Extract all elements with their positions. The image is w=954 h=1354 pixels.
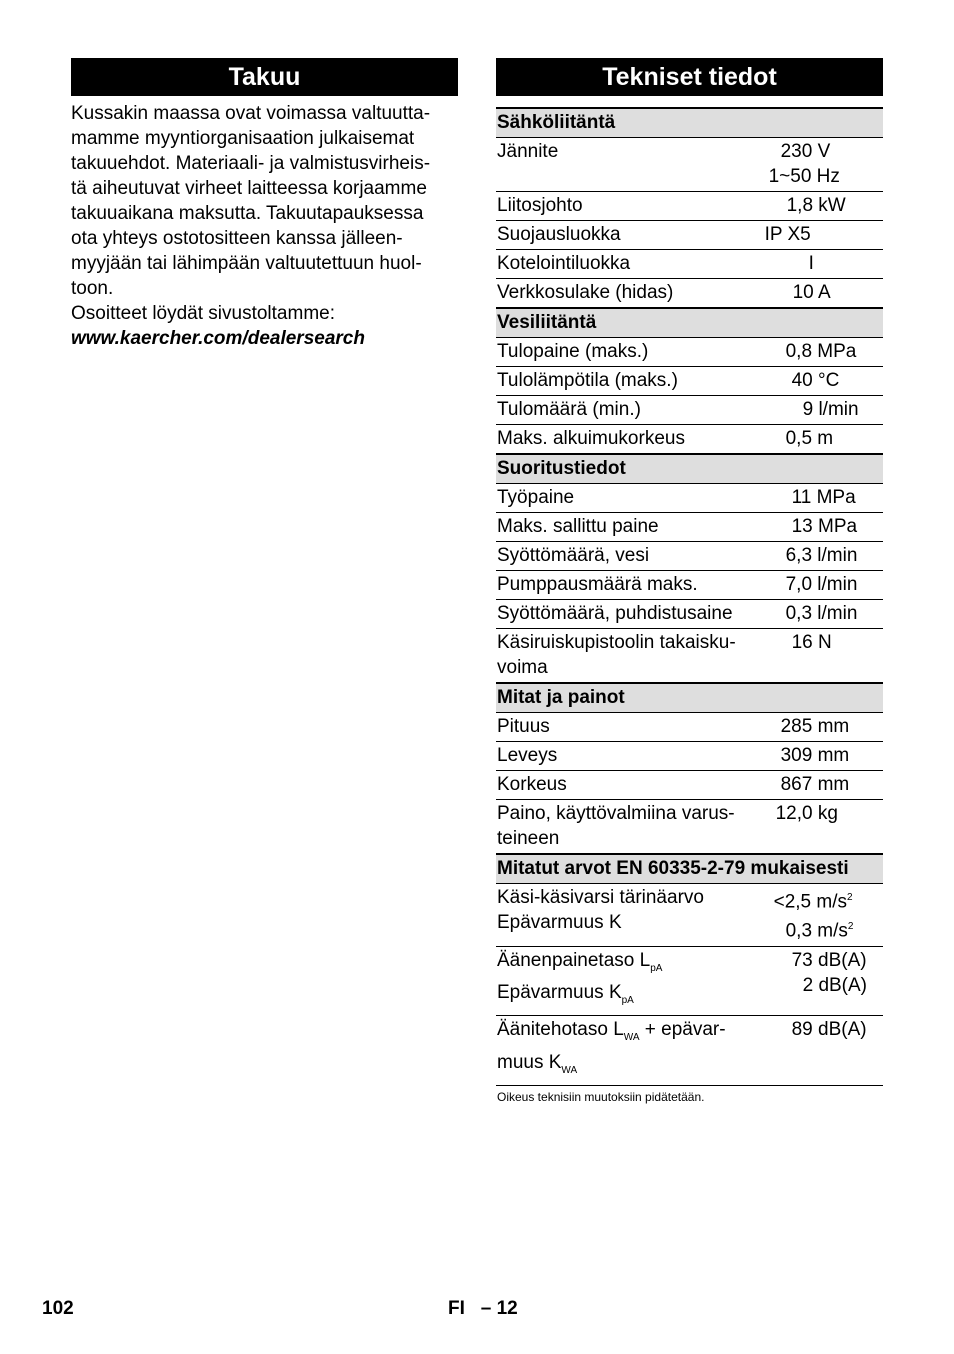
row-label-line: Epävarmuus K <box>497 912 622 933</box>
spec-label <box>496 800 747 855</box>
row-value-line: 1,8 kW <box>786 195 846 216</box>
value-text: <2,5 m/s <box>773 891 847 913</box>
row-value-line: 309 mm <box>780 745 850 766</box>
row-value-line <box>747 885 883 914</box>
spec-row <box>496 771 883 800</box>
page-number: 102 <box>42 1298 74 1319</box>
row-label-line: Käsi-käsivarsi tärinäarvo <box>497 887 704 908</box>
section-title: Suoritustiedot <box>497 458 626 479</box>
spec-label <box>496 367 747 396</box>
row-label-line: Liitosjohto <box>497 195 583 216</box>
spec-row <box>496 338 883 367</box>
row-value-line: IP X5 <box>764 224 811 245</box>
spec-table-body <box>496 108 883 854</box>
row-label-line: Tulolämpötila (maks.) <box>497 370 678 391</box>
spec-label <box>496 338 747 367</box>
spec-row <box>496 425 883 455</box>
spec-value <box>747 513 883 542</box>
spec-value <box>747 221 883 250</box>
spec-value <box>747 571 883 600</box>
sound-power-label <box>496 1016 747 1086</box>
row-label-line: Pituus <box>497 716 550 737</box>
spec-value <box>747 542 883 571</box>
spec-row <box>496 571 883 600</box>
section-header <box>496 683 883 713</box>
subscript: WA <box>561 1064 578 1076</box>
section-header <box>496 108 883 138</box>
row-value-line: I <box>808 253 814 274</box>
row-value-line: 10 A <box>792 282 831 303</box>
spec-label <box>496 396 747 425</box>
superscript: 2 <box>847 892 853 903</box>
row-label-line: Syöttömäärä, vesi <box>497 545 650 566</box>
label-text: Epävarmuus K <box>497 982 622 1004</box>
section-title: Vesiliitäntä <box>497 312 597 333</box>
change-notice: Oikeus teknisiin muutoksiin pidätetään. <box>497 1089 705 1104</box>
row-label-line <box>497 1017 747 1050</box>
row-value-line: 13 MPa <box>791 516 858 537</box>
row-label-line: Leveys <box>497 745 558 766</box>
warranty-line: takuuehdot. Materiaali- ja valmistusvirheis- <box>71 153 431 174</box>
warranty-line: Osoitteet löydät sivustoltamme: <box>71 303 335 324</box>
spec-label <box>496 571 747 600</box>
spec-label <box>496 250 747 279</box>
row-value-line: 40 °C <box>791 370 840 391</box>
row-value-line: 89 dB(A) <box>791 1019 867 1041</box>
spec-label <box>496 629 747 684</box>
section-title: Sähköliitäntä <box>497 112 616 133</box>
spec-value <box>747 742 883 771</box>
section-header <box>496 454 883 484</box>
row-value-line: 230 V <box>780 141 831 162</box>
row-label-line: Tulopaine (maks.) <box>497 341 649 362</box>
sound-pressure-row <box>496 946 883 1016</box>
sound-pressure-value <box>747 946 883 1016</box>
spec-row <box>496 221 883 250</box>
spec-row <box>496 513 883 542</box>
spec-row <box>496 279 883 309</box>
spec-label <box>496 742 747 771</box>
label-text: muus K <box>497 1052 562 1074</box>
spec-label <box>496 425 747 455</box>
row-label-line: Maks. sallittu paine <box>497 516 659 537</box>
spec-value <box>747 484 883 513</box>
warranty-line: ota yhteys ostotositteen kanssa jälleen- <box>71 228 403 249</box>
row-label-line: Maks. alkuimukorkeus <box>497 428 685 449</box>
row-value-line: 9 l/min <box>802 399 859 420</box>
spec-row <box>496 396 883 425</box>
value-text: 0,3 m/s <box>785 920 848 942</box>
row-label-line <box>497 948 747 981</box>
spec-label <box>496 192 747 221</box>
row-value-line: 11 MPa <box>791 487 856 508</box>
sound-pressure-label <box>496 946 747 1016</box>
sound-power-value <box>747 1016 883 1086</box>
row-value-line: 73 dB(A) <box>791 949 867 971</box>
row-label-line: Pumppausmäärä maks. <box>497 574 698 595</box>
row-label-line: Tulomäärä (min.) <box>497 399 641 420</box>
row-value-line: 16 N <box>791 632 832 653</box>
technical-data-table <box>496 107 883 1086</box>
row-label-line: Syöttömäärä, puhdistusaine <box>497 603 733 624</box>
superscript: 2 <box>847 921 854 933</box>
row-value-line: 0,5 m <box>785 428 834 449</box>
spec-label <box>496 713 747 742</box>
spec-row <box>496 250 883 279</box>
row-value-line <box>747 914 883 943</box>
row-value-line: 285 mm <box>780 716 850 737</box>
warranty-line: mamme myyntiorganisaation julkaisemat <box>71 128 415 149</box>
spec-row <box>496 742 883 771</box>
spec-value <box>747 279 883 309</box>
warranty-column <box>71 58 458 351</box>
subscript: pA <box>650 962 663 974</box>
technical-data-heading: Tekniset tiedot <box>496 58 883 96</box>
row-label-line: Suojausluokka <box>497 224 621 245</box>
label-text: Äänitehotaso L <box>497 1019 624 1041</box>
row-value-line: 0,3 l/min <box>785 603 858 624</box>
language-page-marker: FI – 12 <box>448 1298 518 1319</box>
spec-row <box>496 713 883 742</box>
section-title: Mitat ja painot <box>497 687 625 708</box>
row-label-line <box>497 1050 747 1083</box>
spec-value <box>747 771 883 800</box>
row-value-line: 7,0 l/min <box>785 574 858 595</box>
row-value-line: 1~50 Hz <box>768 166 840 187</box>
row-value-line: 867 mm <box>780 774 850 795</box>
warranty-text <box>71 101 458 351</box>
spec-label <box>496 771 747 800</box>
subscript: WA <box>623 1032 640 1044</box>
row-value-line: 12,0 kg <box>775 803 838 824</box>
spec-label <box>496 138 747 192</box>
warranty-line: Kussakin maassa ovat voimassa valtuutta- <box>71 103 431 124</box>
spec-label <box>496 279 747 309</box>
row-label-line: Paino, käyttövalmiina varus- <box>497 803 735 824</box>
spec-row <box>496 600 883 629</box>
row-label-line: Korkeus <box>497 774 567 795</box>
warranty-line: toon. <box>71 278 114 299</box>
spec-row <box>496 629 883 684</box>
sound-power-row <box>496 1016 883 1086</box>
row-value-line: 2 dB(A) <box>802 974 868 996</box>
vibration-value <box>747 884 883 947</box>
technical-data-column <box>496 58 883 1104</box>
row-label-line: Jännite <box>497 141 559 162</box>
spec-value <box>747 367 883 396</box>
spec-label <box>496 513 747 542</box>
spec-value <box>747 600 883 629</box>
spec-row <box>496 192 883 221</box>
spec-row <box>496 367 883 396</box>
label-text: + epävar- <box>639 1019 726 1041</box>
spec-row <box>496 484 883 513</box>
spec-label <box>496 221 747 250</box>
measured-values-header <box>496 854 883 884</box>
subscript: pA <box>621 995 634 1007</box>
row-label-line: Käsiruiskupistoolin takaisku- <box>497 632 736 653</box>
warranty-line: myyjään tai lähimpään valtuutettuun huol- <box>71 253 422 274</box>
spec-value <box>747 396 883 425</box>
spec-value <box>747 192 883 221</box>
label-text: Äänenpainetaso L <box>497 949 651 971</box>
dealer-search-link[interactable]: www.kaercher.com/dealersearch <box>71 328 365 349</box>
spec-value <box>747 250 883 279</box>
warranty-line: tä aiheutuvat virheet laitteessa korjaamme <box>71 178 427 199</box>
spec-label <box>496 542 747 571</box>
vibration-row <box>496 884 883 947</box>
section-header <box>496 308 883 338</box>
row-label-line: teineen <box>497 828 560 849</box>
measured-values-body <box>496 854 883 1085</box>
row-value-line: 6,3 l/min <box>785 545 858 566</box>
row-label-line: Verkkosulake (hidas) <box>497 282 674 303</box>
spec-row <box>496 800 883 855</box>
spec-label <box>496 600 747 629</box>
spec-row <box>496 542 883 571</box>
spec-value <box>747 800 883 855</box>
spec-value <box>747 713 883 742</box>
row-label-line: Kotelointiluokka <box>497 253 631 274</box>
spec-value <box>747 138 883 192</box>
row-label-line: Työpaine <box>497 487 575 508</box>
spec-value <box>747 425 883 455</box>
warranty-line: takuuaikana maksutta. Takuutapauksessa <box>71 203 424 224</box>
row-label-line <box>497 980 747 1013</box>
warranty-heading: Takuu <box>71 58 458 96</box>
spec-label <box>496 484 747 513</box>
row-label-line: voima <box>497 657 548 678</box>
vibration-label <box>496 884 747 947</box>
spec-row <box>496 138 883 192</box>
row-value-line: 0,8 MPa <box>785 341 857 362</box>
spec-value <box>747 338 883 367</box>
spec-value <box>747 629 883 684</box>
section-title: Mitatut arvot EN 60335-2-79 mukaisesti <box>497 858 849 879</box>
